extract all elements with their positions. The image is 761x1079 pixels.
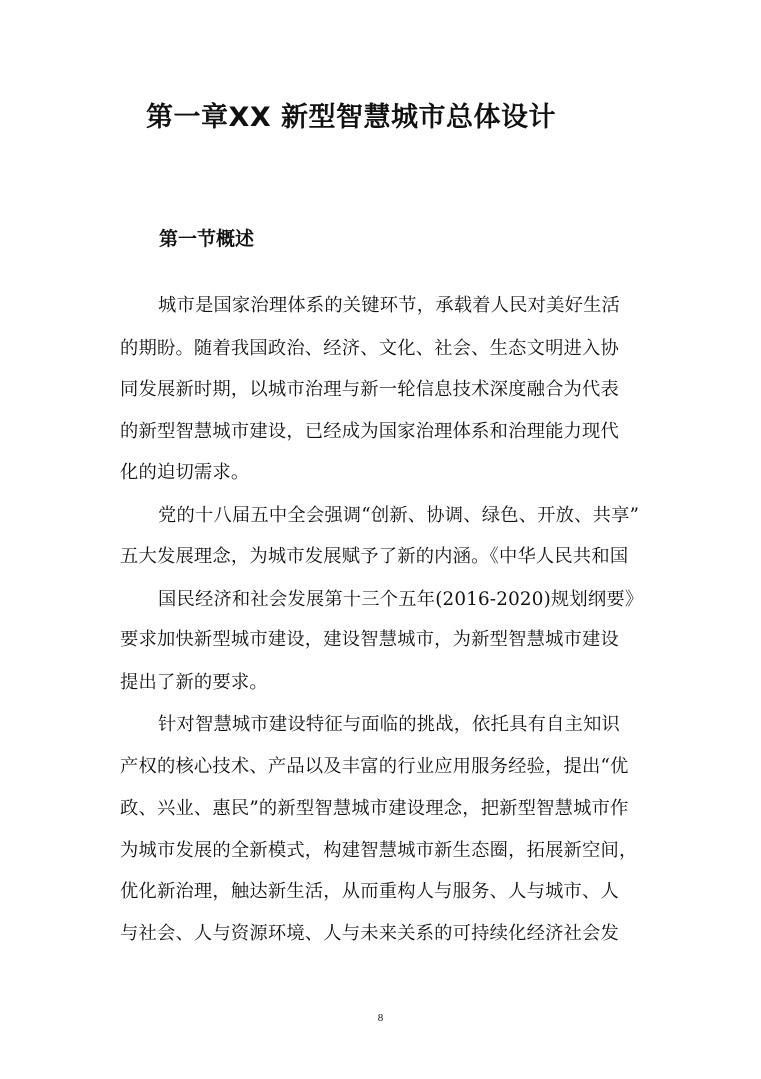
body-line: 要求加快新型城市建设，建设智慧城市，为新型智慧城市建设 xyxy=(120,629,619,650)
body-line: 的新型智慧城市建设，已经成为国家治理体系和治理能力现代 xyxy=(120,421,619,442)
body-line: 的期盼。随着我国政治、经济、文化、社会、生态文明进入协 xyxy=(120,338,619,359)
body-line: 为城市发展的全新模式，构建智慧城市新生态圈，拓展新空间， xyxy=(120,840,638,861)
body-line: 与社会、人与资源环境、人与未来关系的可持续化经济社会发 xyxy=(120,923,619,944)
body-line: 城市是国家治理体系的关键环节，承载着人民对美好生活 xyxy=(158,295,621,316)
body-line: 优化新治理，触达新生活，从而重构人与服务、人与城市、人 xyxy=(120,881,619,902)
body-line: 针对智慧城市建设特征与面临的挑战，依托具有自主知识 xyxy=(158,714,621,735)
body-line: 同发展新时期，以城市治理与新一轮信息技术深度融合为代表 xyxy=(120,379,619,400)
body-line: 国民经济和社会发展第十三个五年(2016-2020)规划纲要》 xyxy=(158,589,644,610)
body-line: 提出了新的要求。 xyxy=(120,672,268,693)
page-number: 8 xyxy=(377,1012,384,1024)
body-line: 五大发展理念，为城市发展赋予了新的内涵。《中华人民共和国 xyxy=(120,546,629,567)
body-line: 化的迫切需求。 xyxy=(120,462,250,483)
body-line: 党的十八届五中全会强调“创新、协调、绿色、开放、共享” xyxy=(158,505,640,526)
body-line: 产权的核心技术、产品以及丰富的行业应用服务经验，提出“优 xyxy=(120,756,629,777)
body-line: 政、兴业、惠民”的新型智慧城市建设理念，把新型智慧城市作 xyxy=(120,798,629,819)
section-title: 第一节概述 xyxy=(159,228,255,250)
chapter-title: 第一章XX 新型智慧城市总体设计 xyxy=(146,102,557,133)
